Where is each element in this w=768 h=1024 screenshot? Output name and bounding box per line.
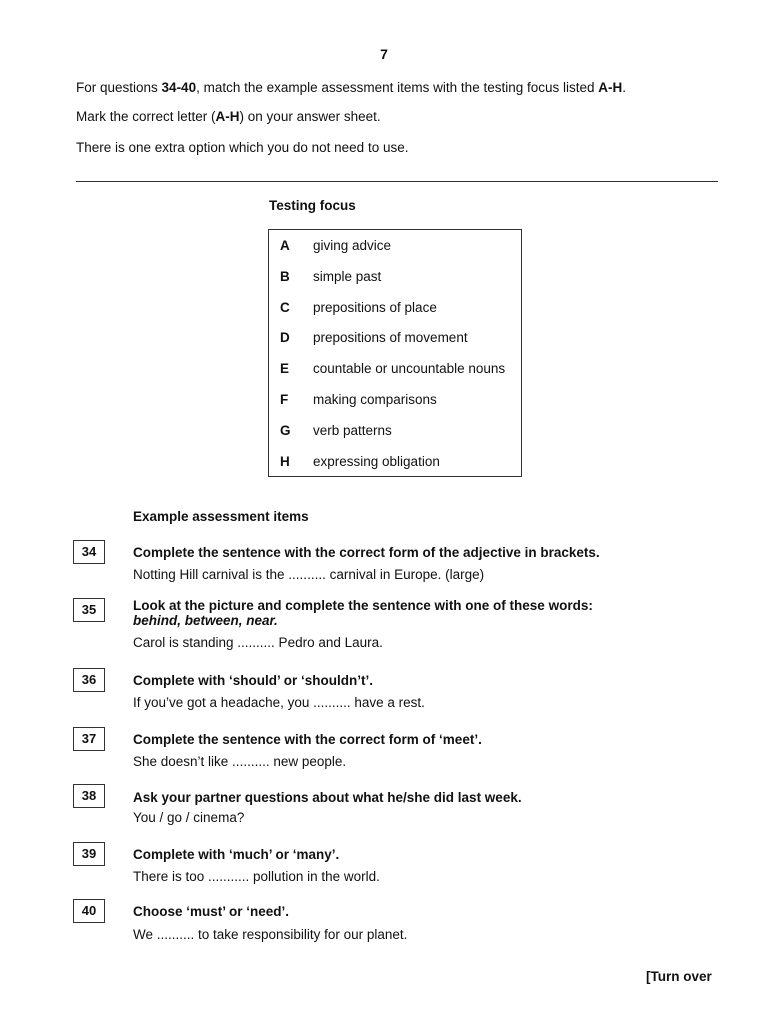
intro-text: For questions [76, 80, 162, 95]
focus-option-c [269, 300, 521, 320]
focus-text: simple past [313, 269, 382, 284]
focus-option-h [269, 454, 521, 474]
question-example: If you’ve got a headache, you .......... have a rest. [133, 695, 425, 710]
intro-text: ) on your answer sheet. [239, 109, 381, 124]
question-number-37: 37 [73, 727, 105, 751]
turn-over-label: [Turn over [646, 969, 712, 984]
question-range: 34-40 [161, 80, 197, 95]
intro-line-1 [76, 80, 626, 95]
question-example: Notting Hill carnival is the .......... carnival in Europe. (large) [133, 567, 485, 582]
focus-option-a [269, 238, 521, 258]
question-example: We .......... to take responsibility for our planet. [133, 927, 408, 942]
intro-text: Mark the correct letter ( [76, 109, 216, 124]
focus-letter: A [280, 238, 290, 253]
question-number-38: 38 [73, 784, 105, 808]
question-instruction: Complete with ‘should’ or ‘shouldn’t’. [133, 673, 373, 688]
question-instruction: Complete the sentence with the correct form of the adjective in brackets. [133, 545, 600, 560]
question-example: There is too ........... pollution in the world. [133, 869, 380, 884]
focus-letter: F [280, 392, 289, 407]
focus-letter: E [280, 361, 290, 376]
focus-letter: D [280, 330, 290, 345]
testing-focus-box [268, 229, 522, 477]
intro-line-2 [76, 109, 381, 124]
horizontal-rule [76, 181, 718, 182]
question-instruction: Look at the picture and complete the sentence with one of these words: [133, 598, 593, 613]
intro-text: , match the example assessment items with the testing focus listed [196, 80, 599, 95]
focus-letter: G [280, 423, 291, 438]
question-instruction: Ask your partner questions about what he/she did last week. [133, 790, 522, 805]
focus-option-d [269, 330, 521, 350]
question-instruction: Complete the sentence with the correct form of ‘meet’. [133, 732, 482, 747]
intro-text: . [622, 80, 627, 95]
intro-line-3: There is one extra option which you do not need to use. [76, 140, 409, 155]
focus-letter: C [280, 300, 290, 315]
testing-focus-title: Testing focus [269, 198, 356, 213]
focus-text: verb patterns [313, 423, 392, 438]
question-instruction: Choose ‘must’ or ‘need’. [133, 904, 290, 919]
question-example: Carol is standing .......... Pedro and Laura. [133, 635, 383, 650]
letter-range: A-H [598, 80, 623, 95]
focus-option-f [269, 392, 521, 412]
focus-text: making comparisons [313, 392, 437, 407]
focus-text: prepositions of movement [313, 330, 468, 345]
focus-text: prepositions of place [313, 300, 437, 315]
focus-letter: B [280, 269, 290, 284]
focus-text: countable or uncountable nouns [313, 361, 506, 376]
assessment-items-title: Example assessment items [133, 509, 309, 524]
question-example: She doesn’t like .......... new people. [133, 754, 347, 769]
focus-text: giving advice [313, 238, 392, 253]
focus-letter: H [280, 454, 290, 469]
question-example: You / go / cinema? [133, 810, 245, 825]
focus-option-g [269, 423, 521, 443]
question-word-options: behind, between, near. [133, 613, 278, 628]
question-number-35: 35 [73, 598, 105, 622]
focus-option-b [269, 269, 521, 289]
question-number-40: 40 [73, 899, 105, 923]
focus-option-e [269, 361, 521, 381]
question-number-36: 36 [73, 668, 105, 692]
question-number-39: 39 [73, 842, 105, 866]
question-instruction: Complete with ‘much’ or ‘many’. [133, 847, 340, 862]
question-number-34: 34 [73, 540, 105, 564]
page-number: 7 [380, 46, 388, 62]
focus-text: expressing obligation [313, 454, 440, 469]
letter-range: A-H [215, 109, 240, 124]
